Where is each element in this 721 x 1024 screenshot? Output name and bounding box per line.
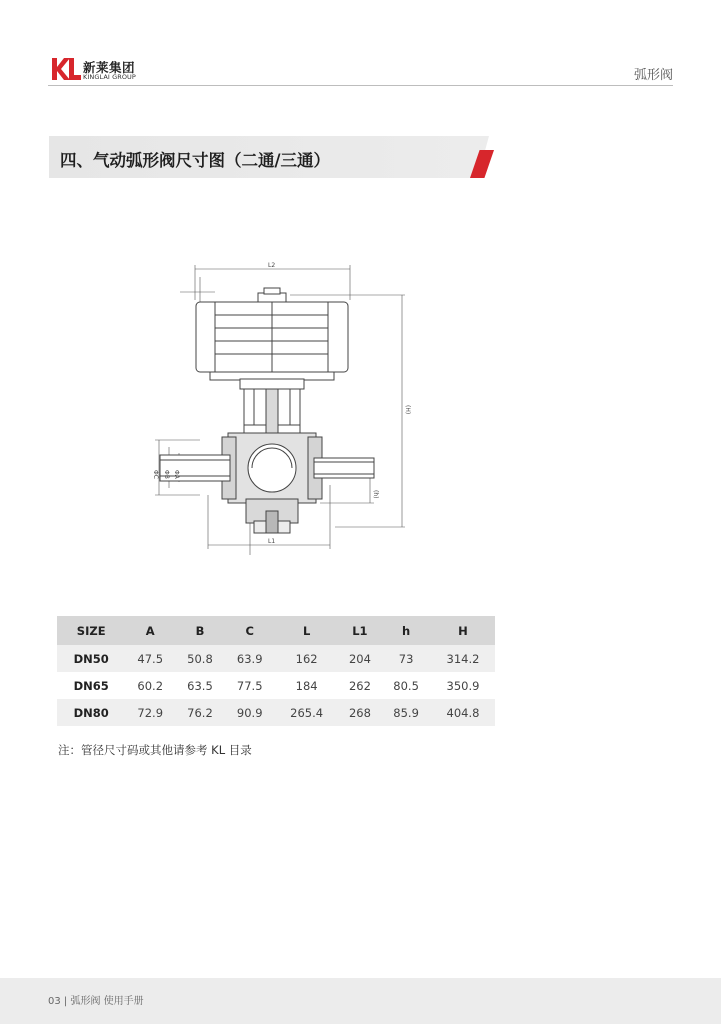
table-cell: 204 — [339, 645, 382, 672]
label-l1: L1 — [268, 538, 276, 545]
bracket — [240, 379, 304, 435]
label-c: ΦC — [152, 470, 159, 479]
label-b: ΦB — [163, 470, 170, 479]
table-cell: 47.5 — [125, 645, 175, 672]
kl-logo-icon — [50, 56, 82, 82]
header-title: 弧形阀 — [633, 68, 673, 83]
label-l2: L2 — [268, 262, 276, 269]
table-cell: DN80 — [57, 699, 125, 726]
column-header: L1 — [339, 616, 382, 645]
column-header: H — [431, 616, 495, 645]
table-cell: 184 — [275, 672, 339, 699]
valve-dimension-drawing — [140, 255, 430, 555]
column-header: SIZE — [57, 616, 125, 645]
table-cell: 73 — [381, 645, 431, 672]
table-cell: 268 — [339, 699, 382, 726]
dimension-table — [57, 616, 495, 726]
table-cell: 63.5 — [175, 672, 225, 699]
column-header: A — [125, 616, 175, 645]
header-divider — [48, 85, 673, 86]
table-cell: 76.2 — [175, 699, 225, 726]
actuator-body — [196, 288, 348, 380]
label-hh: (H) — [404, 405, 411, 415]
table-cell: 350.9 — [431, 672, 495, 699]
table-cell: 63.9 — [225, 645, 275, 672]
label-h: (h) — [372, 490, 379, 499]
table-cell: DN65 — [57, 672, 125, 699]
column-header: C — [225, 616, 275, 645]
table-cell: 60.2 — [125, 672, 175, 699]
table-cell: 265.4 — [275, 699, 339, 726]
table-cell: 72.9 — [125, 699, 175, 726]
table-cell: 50.8 — [175, 645, 225, 672]
column-header: L — [275, 616, 339, 645]
column-header: h — [381, 616, 431, 645]
table-cell: 85.9 — [381, 699, 431, 726]
table-cell: 77.5 — [225, 672, 275, 699]
table-row — [57, 645, 495, 672]
logo-name-en: KINGLAI GROUP — [83, 73, 136, 81]
column-header: B — [175, 616, 225, 645]
table-row — [57, 699, 495, 726]
table-cell: 314.2 — [431, 645, 495, 672]
table-cell: 90.9 — [225, 699, 275, 726]
page-footer — [0, 978, 721, 1024]
table-row — [57, 672, 495, 699]
table-cell: 80.5 — [381, 672, 431, 699]
valve-body — [160, 433, 374, 533]
page-header — [0, 0, 721, 88]
table-cell: 162 — [275, 645, 339, 672]
catalog-note: 注：管径尺寸码或其他请参考 KL 目录 — [58, 743, 252, 757]
table-cell: 404.8 — [431, 699, 495, 726]
table-cell: DN50 — [57, 645, 125, 672]
section-title: 四、气动弧形阀尺寸图（二通/三通） — [60, 151, 331, 170]
table-cell: 262 — [339, 672, 382, 699]
table-header-row — [57, 616, 495, 645]
label-a: ΦA — [173, 470, 180, 479]
footer-page-label: 03 | 弧形阀 使用手册 — [48, 996, 144, 1007]
logo-name-cn: 新莱集团 — [83, 60, 136, 75]
